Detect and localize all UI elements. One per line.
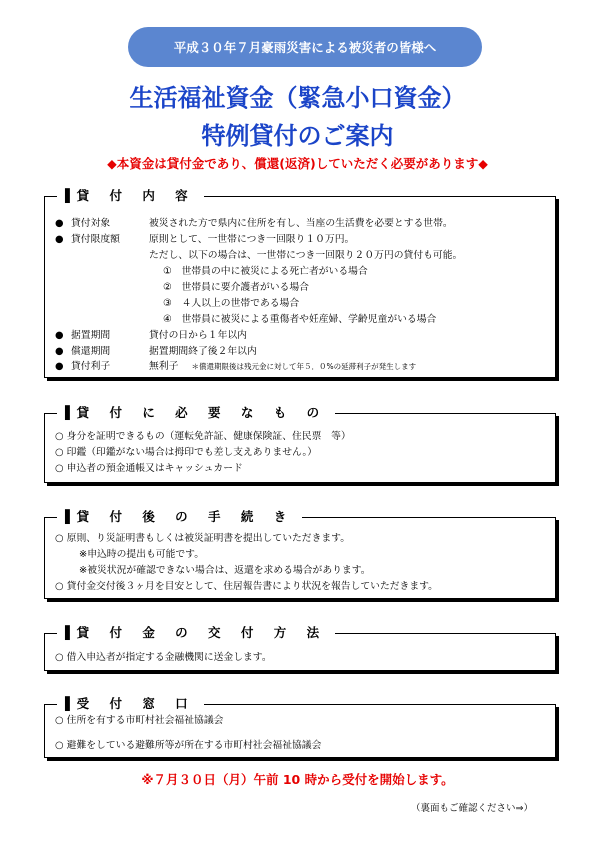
interest-note: ＊償還期限後は残元金に対して年５．０%の延滞利子が発生します [191, 362, 417, 371]
list-item: ○ 避難をしている避難所等が所在する市町村社会福祉協議会 [55, 740, 322, 751]
grace-row [55, 329, 247, 343]
row-value: 原則として、一世帯につき一回限り１０万円。 [149, 234, 355, 245]
bullet-icon: ● [55, 330, 64, 341]
row-label: 償還期間 [71, 346, 111, 357]
target-row [55, 217, 453, 231]
delivery-method-section [44, 625, 556, 671]
list-item: ○ 借入申込者が指定する金融機関に送金します。 [55, 652, 272, 663]
limit-row [55, 233, 354, 247]
reception-section [44, 696, 556, 758]
section-title: ▌ 貸 付 に 必 要 な も の [57, 403, 335, 421]
condition-3: ③ ４人以上の世帯である場合 [163, 298, 300, 309]
bullet-icon: ● [55, 361, 64, 372]
row-label: 据置期間 [71, 330, 111, 341]
bullet-icon: ● [55, 346, 64, 357]
row-label: 貸付限度額 [71, 234, 120, 245]
start-notice: ※７月３０日（月）午前 10 時から受付を開始します。 [141, 772, 454, 787]
page-title-line1: 生活福祉資金（緊急小口資金） [129, 84, 466, 112]
list-item: ○ 貸付金交付後３ヶ月を目安として、住居報告書により状況を報告していただきます。 [55, 581, 438, 592]
row-value: 無利子 [149, 361, 179, 372]
condition-2: ② 世帯員に要介護者がいる場合 [163, 282, 309, 293]
list-item: ○ 申込者の預金通帳又はキャッシュカード [55, 463, 243, 474]
header-banner: 平成３０年７月豪雨災害による被災者の皆様へ [128, 27, 482, 67]
condition-1: ① 世帯員の中に被災による死亡者がいる場合 [163, 266, 368, 277]
loan-details-section [44, 188, 556, 378]
row-value: 貸付の日から１年以内 [149, 330, 247, 341]
section-title: ▌ 貸 付 内 容 [57, 186, 204, 204]
bullet-icon: ● [55, 234, 64, 245]
repay-row [55, 345, 257, 359]
list-item: ○ 原則、り災証明書もしくは被災証明書を提出していただきます。 [55, 533, 350, 544]
bullet-icon: ● [55, 218, 64, 229]
required-items-section [44, 405, 556, 483]
list-note: ※被災状況が確認できない場合は、返還を求める場合があります。 [79, 565, 371, 576]
row-value: 被災された方で県内に住所を有し、当座の生活費を必要とする世帯。 [149, 218, 453, 229]
list-item: ○ 身分を証明できるもの（運転免許証、健康保険証、住民票 等） [55, 431, 351, 442]
row-label: 貸付対象 [71, 218, 111, 229]
list-note: ※申込時の提出も可能です。 [79, 549, 204, 560]
condition-4: ④ 世帯員に被災による重傷者や妊産婦、学齢児童がいる場合 [163, 314, 437, 325]
back-side-note: （裏面もご確認ください⇒） [411, 803, 533, 814]
section-title: ▌ 貸 付 後 の 手 続 き [57, 507, 302, 525]
after-loan-section [44, 509, 556, 599]
list-item: ○ 住所を有する市町村社会福祉協議会 [55, 715, 224, 726]
row-label: 貸付利子 [71, 361, 111, 372]
row-value: 据置期間終了後２年以内 [149, 346, 257, 357]
page-title-line2: 特例貸付のご案内 [201, 122, 394, 150]
list-item: ○ 印鑑（印鑑がない場合は拇印でも差し支えありません。） [55, 447, 318, 458]
section-title: ▌ 受 付 窓 口 [57, 694, 204, 712]
limit-note: ただし、以下の場合は、一世帯につき一回限り２０万円の貸付も可能。 [149, 250, 463, 261]
repayment-notice: ◆本資金は貸付金であり、償還(返済)していただく必要があります◆ [107, 156, 488, 171]
section-title: ▌ 貸 付 金 の 交 付 方 法 [57, 623, 335, 641]
interest-row [55, 360, 416, 374]
